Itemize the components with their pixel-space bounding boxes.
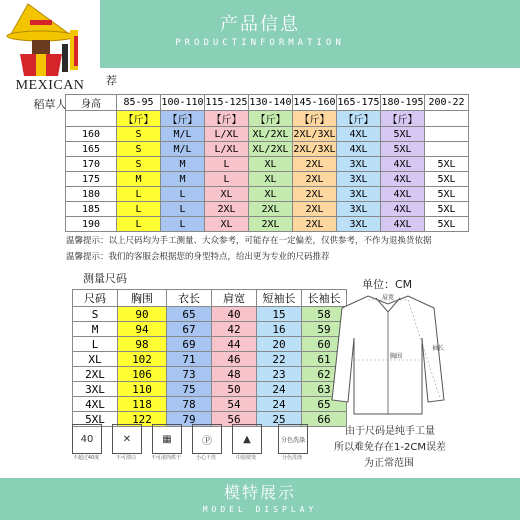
header-cell: 200-22 [425, 95, 469, 111]
header-cell: 胸围 [118, 290, 167, 307]
size-cell: L [73, 337, 118, 352]
table-row [66, 202, 469, 217]
header-cell: 尺码 [73, 290, 118, 307]
height-cell: 185 [66, 202, 117, 217]
size-cell: L [161, 187, 205, 202]
length-cell: 69 [167, 337, 212, 352]
size-cell: 2XL/3XL [293, 128, 336, 140]
size-cell: 3XL [337, 157, 381, 172]
length-cell: 78 [167, 397, 212, 412]
unit-cell: 【斤】 [293, 111, 337, 127]
header-cell: 165-175 [337, 95, 381, 111]
tolerance-caption: 所以难免存在1-2CM误差 [334, 442, 446, 453]
header-cell: 肩宽 [212, 290, 257, 307]
size-cell: S [117, 142, 161, 157]
size-cell: 2XL [73, 367, 118, 382]
size-cell: M [73, 322, 118, 337]
shoulder-cell: 42 [212, 322, 257, 337]
shoulder-cell: 56 [212, 412, 257, 427]
short-sleeve-cell: 25 [257, 412, 302, 427]
chest-cell: 90 [118, 307, 167, 322]
size-cell: 2XL [293, 202, 337, 217]
care-label: 不超过40度 [72, 455, 100, 461]
unit-cell: 【斤】 [161, 111, 205, 127]
size-cell: 4XL [381, 202, 425, 217]
size-cell [425, 127, 469, 142]
size-cell: 3XL [73, 382, 118, 397]
header-cell: 85-95 [117, 95, 161, 111]
length-cell: 67 [167, 322, 212, 337]
unit-row [66, 111, 469, 127]
long-sleeve-cell: 66 [302, 412, 347, 427]
table-row [66, 157, 469, 172]
unit-label: 单位：CM [362, 278, 413, 291]
shoulder-cell: 48 [212, 367, 257, 382]
table-row [66, 187, 469, 202]
table-row [73, 307, 347, 322]
length-cell: 75 [167, 382, 212, 397]
size-cell: 5XL [425, 157, 469, 172]
size-cell: 2XL [293, 157, 337, 172]
size-cell: 2XL [249, 217, 293, 232]
unit-cell [66, 111, 117, 127]
long-sleeve-cell: 61 [302, 352, 347, 367]
size-cell: 2XL [293, 187, 337, 202]
short-sleeve-cell: 16 [257, 322, 302, 337]
table-row [66, 127, 469, 142]
size-cell [425, 142, 469, 157]
size-cell: M [161, 172, 205, 187]
unit-cell: 【斤】 [205, 111, 249, 127]
size-cell: L [117, 187, 161, 202]
care-label: 不可漂白 [115, 455, 136, 461]
size-cell: 4XL [73, 397, 118, 412]
chest-cell: 94 [118, 322, 167, 337]
header-cell: 130-140 [249, 95, 293, 111]
short-sleeve-cell: 23 [257, 367, 302, 382]
size-cell: 5XL [425, 187, 469, 202]
long-sleeve-cell: 59 [302, 322, 347, 337]
size-cell: XL/2XL [249, 127, 293, 142]
long-sleeve-cell: 65 [302, 397, 347, 412]
tip-note: 温馨提示：以上尺码均为手工测量、大众参考，可能存在一定偏差，仅供参考，不作为退换货依据 [66, 236, 432, 246]
table-row [73, 337, 347, 352]
size-cell: L [117, 217, 161, 232]
unit-cell: 【斤】 [249, 111, 293, 127]
measurement-table [72, 289, 347, 427]
size-cell: L [205, 157, 249, 172]
header-cell: 100-110 [161, 95, 205, 111]
size-cell: XL [249, 157, 293, 172]
size-cell: 2XL [293, 172, 337, 187]
size-cell: 4XL [381, 217, 425, 232]
tolerance-caption: 由于尺码是纯手工量 [345, 426, 435, 437]
size-recommend-title-fragment: 荐 [106, 74, 117, 87]
size-cell: M/L [161, 127, 205, 142]
shoulder-cell: 40 [212, 307, 257, 322]
table-row [73, 352, 347, 367]
size-recommend-table [65, 94, 469, 232]
size-cell: XL [73, 352, 118, 367]
chest-cell: 102 [118, 352, 167, 367]
size-cell: S [117, 127, 161, 142]
header-cell: 身高 [66, 95, 117, 111]
care-label: 分色洗涤 [281, 455, 302, 461]
size-cell: 4XL [381, 187, 425, 202]
unit-cell: 【斤】 [117, 111, 161, 127]
table-row [73, 322, 347, 337]
header-cell: 短袖长 [257, 290, 302, 307]
size-cell: XL/2XL [249, 142, 293, 157]
chest-cell: 118 [118, 397, 167, 412]
size-cell: 4XL [337, 142, 381, 157]
size-cell: 2XL [293, 217, 337, 232]
size-cell: L/XL [205, 142, 249, 157]
size-cell: L [117, 202, 161, 217]
size-cell: 3XL [337, 202, 381, 217]
table-row [73, 382, 347, 397]
dry-clean-icon: Ⓟ [192, 424, 222, 454]
header-cell: 衣长 [167, 290, 212, 307]
table-row [66, 217, 469, 232]
size-cell: 3XL [337, 187, 381, 202]
height-cell: 180 [66, 187, 117, 202]
short-sleeve-cell: 24 [257, 397, 302, 412]
size-cell: S [117, 157, 161, 172]
size-cell: L [205, 172, 249, 187]
sombrero-figure-icon [0, 0, 100, 78]
short-sleeve-cell: 24 [257, 382, 302, 397]
size-cell: 4XL [381, 172, 425, 187]
size-cell: M/L [161, 142, 205, 157]
height-cell: 175 [66, 172, 117, 187]
size-cell: 3XL [337, 217, 381, 232]
chest-cell: 110 [118, 382, 167, 397]
sleeve-label: 袖长 [432, 345, 445, 352]
table-row [66, 172, 469, 187]
measure-section-title: 测量尺码 [83, 272, 127, 285]
unit-cell: 【斤】 [381, 111, 425, 127]
size-cell: 4XL [381, 157, 425, 172]
size-cell: 2XL [249, 202, 293, 217]
chest-cell: 122 [118, 412, 167, 427]
table-row [66, 142, 469, 157]
shoulder-cell: 44 [212, 337, 257, 352]
size-cell: 2XL [205, 202, 249, 217]
chest-cell: 98 [118, 337, 167, 352]
page-subtitle: PRODUCTINFORMATION [175, 38, 345, 48]
length-cell: 65 [167, 307, 212, 322]
shoulder-label: 肩宽 [381, 294, 395, 301]
long-sleeve-cell: 58 [302, 307, 347, 322]
page-title: 产品信息 [220, 14, 300, 35]
length-cell: 79 [167, 412, 212, 427]
size-cell: XL [205, 217, 249, 232]
long-sleeve-cell: 60 [302, 337, 347, 352]
shoulder-cell: 54 [212, 397, 257, 412]
height-cell: 170 [66, 157, 117, 172]
size-cell: 5XL [425, 202, 469, 217]
tolerance-caption: 为正常范围 [364, 458, 414, 469]
short-sleeve-cell: 22 [257, 352, 302, 367]
size-cell: 2XL/3XL [293, 143, 336, 155]
table-header-row [66, 95, 469, 111]
separate-wash-icon: 分色洗涤 [278, 424, 308, 454]
header-cell: 115-125 [205, 95, 249, 111]
table-row [73, 367, 347, 382]
size-cell: 5XL [425, 172, 469, 187]
chest-label: 胸围 [389, 353, 403, 360]
short-sleeve-cell: 15 [257, 307, 302, 322]
length-cell: 73 [167, 367, 212, 382]
height-cell: 190 [66, 217, 117, 232]
size-cell: S [73, 307, 118, 322]
height-cell: 165 [66, 142, 117, 157]
iron-icon: ▲ [232, 424, 262, 454]
footer-title: 模特展示 [223, 483, 296, 502]
size-cell: XL [249, 187, 293, 202]
header-cell: 长袖长 [302, 290, 347, 307]
size-cell: M [161, 157, 205, 172]
header-cell: 180-195 [381, 95, 425, 111]
short-sleeve-cell: 20 [257, 337, 302, 352]
unit-cell [425, 111, 469, 127]
care-label: 小心干洗 [195, 455, 216, 461]
size-cell: M [117, 172, 161, 187]
size-cell: L [161, 217, 205, 232]
shirt-diagram-icon [324, 290, 452, 418]
chest-cell: 106 [118, 367, 167, 382]
wash-40-icon: 40 [72, 424, 102, 454]
size-cell: XL [249, 172, 293, 187]
no-bleach-icon: ✕ [112, 424, 142, 454]
long-sleeve-cell: 63 [302, 382, 347, 397]
table-row [73, 397, 347, 412]
footer-subtitle: MODEL DISPLAY [202, 505, 318, 514]
size-cell: L [161, 202, 205, 217]
care-label: 中温熨烫 [235, 455, 256, 461]
height-cell: 160 [66, 127, 117, 142]
size-cell: L/XL [205, 127, 249, 142]
table-header-row [73, 290, 347, 307]
size-cell: 4XL [337, 127, 381, 142]
length-cell: 71 [167, 352, 212, 367]
brand-cn-name: 稻草人 [33, 98, 67, 111]
size-cell: 3XL [337, 172, 381, 187]
brand-name: MEXICAN [15, 78, 85, 93]
tip-note-service: 温馨提示：我们的客服会根据您的身型特点，给出更为专业的尺码推荐 [66, 252, 330, 262]
size-cell: 5XL [381, 127, 425, 142]
care-label: 不可滚筒烘干 [151, 455, 182, 461]
header-cell: 145-160 [293, 95, 337, 111]
long-sleeve-cell: 62 [302, 367, 347, 382]
shoulder-cell: 46 [212, 352, 257, 367]
no-tumble-dry-icon: ▦ [152, 424, 182, 454]
size-cell: 5XL [381, 142, 425, 157]
size-cell: 5XL [425, 217, 469, 232]
size-cell: 5XL [73, 412, 118, 427]
unit-cell: 【斤】 [337, 111, 381, 127]
size-cell: XL [205, 187, 249, 202]
shoulder-cell: 50 [212, 382, 257, 397]
